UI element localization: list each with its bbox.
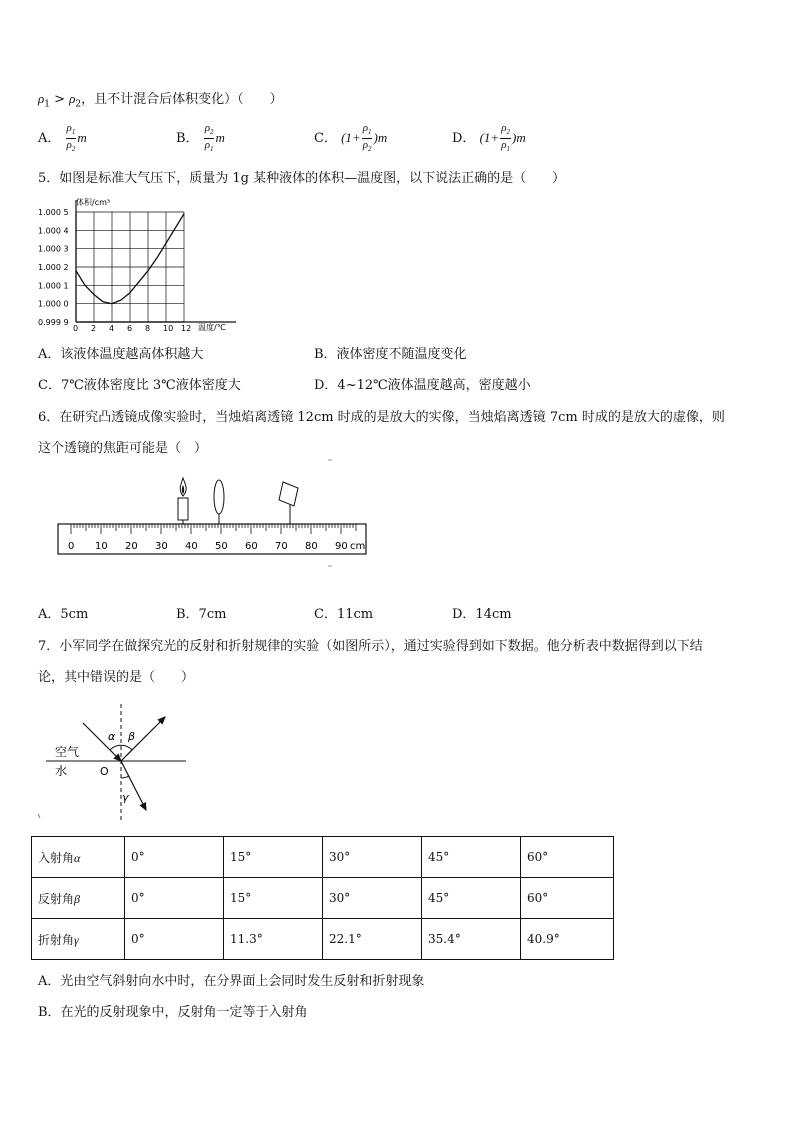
- alpha-label: α: [108, 730, 116, 743]
- fraction: $\frac{\rho_2}{\rho_1}$: [204, 122, 214, 154]
- option-letter: D．: [452, 131, 476, 147]
- y-tick-label: 1.000 5: [38, 208, 69, 217]
- x-tick-label: 10: [163, 324, 174, 333]
- table-cell: 0°: [125, 878, 224, 919]
- y-tick-label: 0.999 9: [38, 318, 69, 327]
- rho1-subscript: 1: [44, 99, 50, 110]
- one-plus: (1+: [341, 130, 361, 146]
- fraction: $\frac{\rho_1}{\rho_2}$: [66, 122, 76, 154]
- candle-icon: [178, 478, 188, 524]
- table-cell: 0°: [125, 919, 224, 960]
- table-cell: 60°: [521, 878, 614, 919]
- q7-stem-line2: 论，其中错误的是（ ）: [38, 670, 195, 685]
- table-cell: 30°: [323, 878, 422, 919]
- q4-option-a[interactable]: [38, 122, 87, 155]
- table-cell: 30°: [323, 837, 422, 878]
- q5-option-a[interactable]: A．该液体温度越高体积越大: [38, 347, 204, 362]
- row-header: 反射角β: [32, 878, 125, 919]
- q6-option-c[interactable]: C．11cm: [314, 607, 374, 622]
- ruler-label: 30: [155, 541, 168, 552]
- table-cell: 0°: [125, 837, 224, 878]
- q5-option-b[interactable]: B．液体密度不随温度变化: [314, 347, 467, 362]
- mass-symbol: m: [516, 130, 526, 146]
- table-cell: 45°: [422, 837, 521, 878]
- x-tick-label: 8: [145, 324, 151, 333]
- x-axis-title: 温度/℃: [198, 323, 226, 332]
- table-cell: 40.9°: [521, 919, 614, 960]
- y-tick-label: 1.000 0: [38, 299, 69, 309]
- q4-option-d[interactable]: [452, 122, 526, 155]
- ruler-label: 80: [305, 541, 318, 552]
- one-plus: (1+: [479, 130, 500, 146]
- gt-sign: >: [49, 92, 70, 107]
- row-header: 入射角α: [32, 837, 125, 878]
- option-letter: B．: [176, 131, 199, 147]
- q7-option-b[interactable]: B．在光的反射现象中，反射角一定等于入射角: [38, 1005, 308, 1020]
- ruler-unit: cm: [350, 541, 366, 552]
- rho1-symbol: ρ: [38, 91, 45, 106]
- screen-icon: [279, 482, 298, 524]
- table-row: [32, 837, 614, 878]
- ruler-label: 70: [275, 541, 288, 552]
- option-letter: A．: [38, 131, 61, 147]
- q6-option-d[interactable]: D．14cm: [452, 607, 512, 622]
- q4-option-c[interactable]: [314, 122, 387, 155]
- table-cell: 15°: [224, 878, 323, 919]
- x-tick-label: 0: [73, 324, 79, 333]
- beta-label: β: [128, 730, 136, 743]
- air-label: 空气: [55, 745, 80, 759]
- q7-option-a[interactable]: A．光由空气斜射向水中时，在分界面上会同时发生反射和折射现象: [38, 974, 425, 989]
- table-cell: 15°: [224, 837, 323, 878]
- ruler-label: 10: [95, 541, 108, 552]
- ruler-label: 40: [185, 541, 198, 552]
- table-cell: 45°: [422, 878, 521, 919]
- q6-option-b[interactable]: B．7cm: [176, 607, 227, 622]
- q5-option-c[interactable]: C．7℃液体密度比 3℃液体密度大: [38, 378, 241, 393]
- ruler-label: 0: [68, 541, 75, 552]
- fraction: $\frac{\rho_2}{\rho_1}$: [501, 122, 510, 154]
- y-axis-title: 体积/cm³: [76, 198, 111, 207]
- ruler-label: 60: [245, 541, 258, 552]
- mass-symbol: m: [377, 130, 388, 146]
- y-tick-label: 1.000 1: [38, 281, 69, 291]
- q5-stem: 5．如图是标准大气压下，质量为 1g 某种液体的体积—温度图，以下说法正确的是（ ）: [38, 171, 566, 186]
- q5-option-d[interactable]: D．4~12℃液体温度越高，密度越小: [314, 378, 531, 393]
- x-tick-label: 4: [109, 324, 115, 333]
- fraction: $\frac{\rho_1}{\rho_2}$: [362, 122, 372, 154]
- q6-stem-line1: 6．在研究凸透镜成像实验时，当烛焰离透镜 12cm 时成的是放大的实像，当烛焰离透镜 7cm 时成的是放大的虚像，则: [38, 410, 725, 425]
- ruler-label: 50: [215, 541, 228, 552]
- table-row: [32, 878, 614, 919]
- ruler-label: 90: [335, 541, 348, 552]
- ruler-label: 20: [125, 541, 138, 552]
- q4-condition-line: [38, 88, 283, 110]
- rho2-symbol: ρ: [69, 91, 76, 106]
- x-tick-label: 12: [181, 324, 192, 333]
- y-tick-label: 1.000 4: [38, 226, 69, 236]
- q4-tail-text: ，且不计混合后体积变化）（ ）: [81, 92, 283, 107]
- row-header: 折射角γ: [32, 919, 125, 960]
- y-tick-labels: [38, 208, 69, 327]
- table-cell: 11.3°: [224, 919, 323, 960]
- close-paren: ): [373, 130, 378, 146]
- x-tick-label: 2: [91, 324, 97, 333]
- incident-ray: [83, 723, 121, 761]
- y-tick-label: 1.000 3: [38, 244, 69, 254]
- angle-arc: [121, 776, 129, 778]
- reflection-refraction-diagram: [36, 700, 206, 828]
- q6-stem-line2: 这个透镜的焦距可能是（ ）: [38, 441, 208, 456]
- scan-mark: [38, 814, 40, 818]
- mass-symbol: m: [77, 130, 87, 146]
- lens-icon: [214, 480, 224, 524]
- table-row: [32, 919, 614, 960]
- close-paren: ): [511, 130, 517, 146]
- angle-data-table: [31, 836, 614, 960]
- volume-temperature-chart: [36, 196, 246, 336]
- x-tick-label: 6: [127, 324, 133, 333]
- rho2-subscript: 2: [75, 99, 82, 110]
- table-cell: 35.4°: [422, 919, 521, 960]
- q7-stem-line1: 7．小军同学在做探究光的反射和折射规律的实验（如图所示），通过实验得到如下数据。他分析表中数据得到以下结: [38, 639, 703, 654]
- water-label: 水: [55, 764, 68, 778]
- mass-symbol: m: [215, 130, 225, 146]
- optical-bench-diagram: [50, 458, 380, 578]
- option-letter: C．: [314, 131, 337, 147]
- origin-label: O: [100, 765, 109, 778]
- q6-option-a[interactable]: A．5cm: [38, 607, 89, 622]
- gamma-label: γ: [122, 791, 129, 804]
- q4-option-b[interactable]: [176, 122, 225, 155]
- x-tick-labels: [73, 324, 191, 333]
- table-cell: 60°: [521, 837, 614, 878]
- y-tick-label: 1.000 2: [38, 263, 69, 272]
- chart-grid: [76, 200, 236, 322]
- table-cell: 22.1°: [323, 919, 422, 960]
